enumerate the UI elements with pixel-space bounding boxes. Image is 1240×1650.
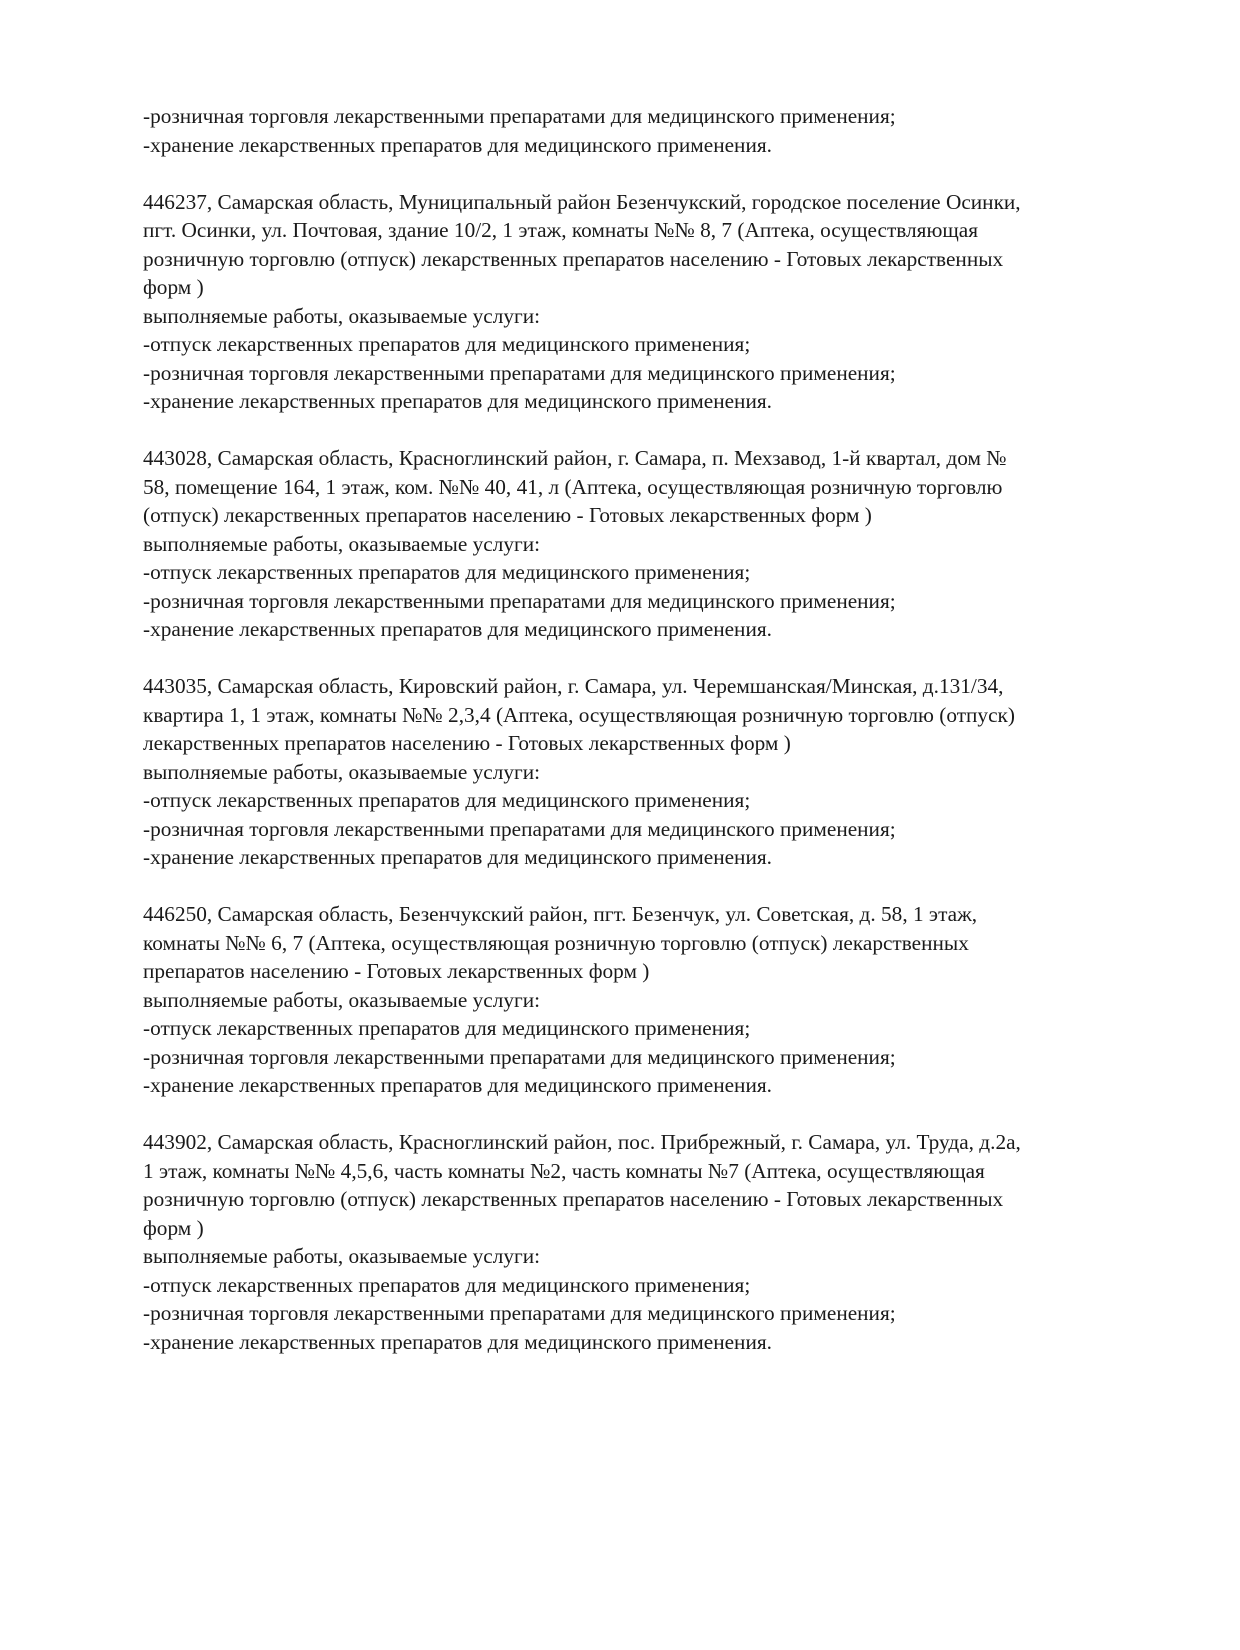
service-line: -отпуск лекарственных препаратов для медицинского применения; bbox=[143, 1272, 751, 1297]
service-line: -хранение лекарственных препаратов для медицинского применения. bbox=[143, 617, 772, 641]
intro-block bbox=[143, 102, 1153, 159]
service-line: -отпуск лекарственных препаратов для медицинского применения; bbox=[143, 560, 751, 584]
address-line: 443035, Самарская область, Кировский район, г. Самара, ул. Черемшанская/Минская, д.131/34, bbox=[143, 674, 1004, 698]
address-line: розничную торговлю (отпуск) лекарственных препаратов населению - Готовых лекарственных bbox=[143, 1187, 1004, 1211]
service-line: -розничная торговля лекарственными препаратами для медицинского применения; bbox=[143, 104, 896, 128]
service-line: -розничная торговля лекарственными препаратами для медицинского применения; bbox=[143, 1044, 896, 1069]
address-line: форм ) bbox=[143, 1215, 204, 1240]
services-heading: выполняемые работы, оказываемые услуги: bbox=[143, 303, 541, 328]
service-line: -хранение лекарственных препаратов для медицинского применения. bbox=[143, 845, 772, 869]
service-line: -отпуск лекарственных препаратов для медицинского применения; bbox=[143, 332, 751, 356]
service-line: -розничная торговля лекарственными препаратами для медицинского применения; bbox=[143, 816, 896, 841]
service-line: -розничная торговля лекарственными препаратами для медицинского применения; bbox=[143, 1301, 896, 1325]
address-entry bbox=[143, 1128, 1153, 1356]
service-line: -розничная торговля лекарственными препаратами для медицинского применения; bbox=[143, 360, 896, 385]
services-heading: выполняемые работы, оказываемые услуги: bbox=[143, 987, 541, 1012]
address-line: 1 этаж, комнаты №№ 4,5,6, часть комнаты №2, часть комнаты №7 (Аптека, осуществляющая bbox=[143, 1158, 985, 1183]
address-entry bbox=[143, 444, 1153, 644]
address-line: 446237, Самарская область, Муниципальный район Безенчукский, городское поселение Осинки, bbox=[143, 189, 1021, 214]
address-line: 443902, Самарская область, Красноглинский район, пос. Прибрежный, г. Самара, ул. Труда, д.2а, bbox=[143, 1130, 1021, 1154]
address-line: комнаты №№ 6, 7 (Аптека, осуществляющая розничную торговлю (отпуск) лекарственных bbox=[143, 930, 969, 955]
service-line: -розничная торговля лекарственными препаратами для медицинского применения; bbox=[143, 588, 896, 613]
services-heading: выполняемые работы, оказываемые услуги: bbox=[143, 1244, 541, 1268]
address-line: 58, помещение 164, 1 этаж, ком. №№ 40, 41, л (Аптека, осуществляющая розничную торговлю bbox=[143, 474, 1003, 499]
service-line: -отпуск лекарственных препаратов для медицинского применения; bbox=[143, 1016, 751, 1040]
service-line: -хранение лекарственных препаратов для медицинского применения. bbox=[143, 1329, 772, 1354]
address-entry bbox=[143, 900, 1153, 1100]
address-entry bbox=[143, 188, 1153, 416]
document-page bbox=[143, 102, 1153, 1356]
address-line: форм ) bbox=[143, 275, 204, 299]
address-line: препаратов населению - Готовых лекарственных форм ) bbox=[143, 959, 650, 983]
service-line: -хранение лекарственных препаратов для медицинского применения. bbox=[143, 1073, 772, 1097]
address-line: лекарственных препаратов населению - Готовых лекарственных форм ) bbox=[143, 731, 791, 755]
address-line: розничную торговлю (отпуск) лекарственных препаратов населению - Готовых лекарственных bbox=[143, 246, 1004, 271]
address-line: квартира 1, 1 этаж, комнаты №№ 2,3,4 (Аптека, осуществляющая розничную торговлю (отпуск) bbox=[143, 702, 1015, 727]
services-heading: выполняемые работы, оказываемые услуги: bbox=[143, 531, 541, 556]
address-line: пгт. Осинки, ул. Почтовая, здание 10/2, 1 этаж, комнаты №№ 8, 7 (Аптека, осуществляющая bbox=[143, 218, 979, 242]
address-line: 446250, Самарская область, Безенчукский район, пгт. Безенчук, ул. Советская, д. 58, 1 этаж, bbox=[143, 902, 978, 926]
address-line: 443028, Самарская область, Красноглинский район, г. Самара, п. Мехзавод, 1-й квартал, дом № bbox=[143, 446, 1007, 470]
service-line: -хранение лекарственных препаратов для медицинского применения. bbox=[143, 132, 772, 157]
address-line: (отпуск) лекарственных препаратов населению - Готовых лекарственных форм ) bbox=[143, 503, 872, 527]
services-heading: выполняемые работы, оказываемые услуги: bbox=[143, 759, 541, 784]
address-entry bbox=[143, 672, 1153, 872]
service-line: -отпуск лекарственных препаратов для медицинского применения; bbox=[143, 788, 751, 812]
service-line: -хранение лекарственных препаратов для медицинского применения. bbox=[143, 389, 772, 413]
